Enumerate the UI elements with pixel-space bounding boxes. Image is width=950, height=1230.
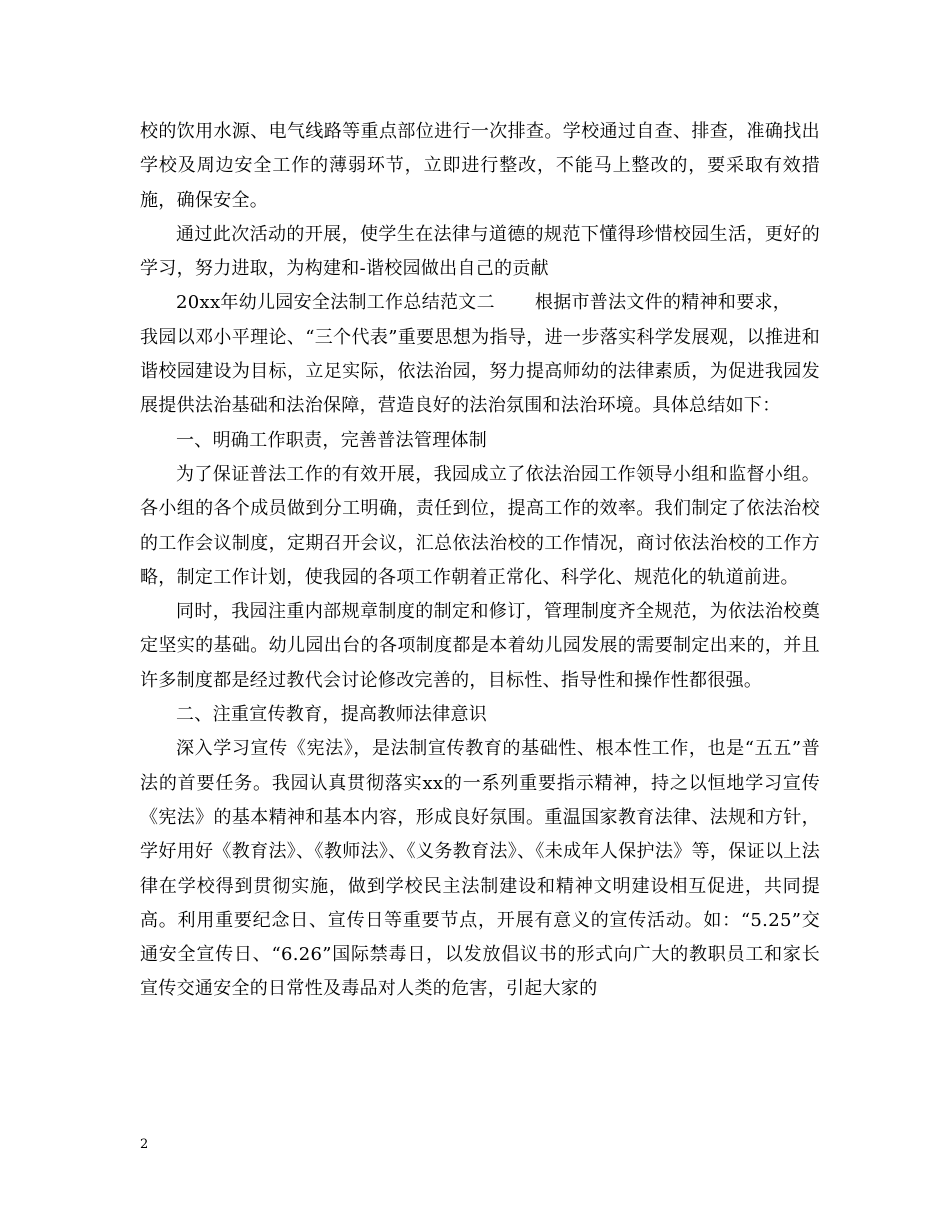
section-title: 20xx年幼儿园安全法制工作总结范文二: [176, 292, 495, 314]
page-number: 2: [140, 1137, 149, 1152]
paragraph-title-line: [140, 286, 820, 320]
paragraph-leadership-group: 为了保证普法工作的有效开展，我园成立了依法治园工作领导小组和监督小组。各小组的各个成员做到分工明确，责任到位，提高工作的效率。我们制定了依法治校的工作会议制度，定期召开会议，汇总依法治校的工作情况，商讨依法治校的工作方略，制定工作计划，使我园的各项工作朝着正常化、科学化、规范化的轨道前进。: [140, 463, 820, 588]
paragraph-regulations: 同时，我园注重内部规章制度的制定和修订，管理制度齐全规范，为依法治校奠定坚实的基础。幼儿园出台的各项制度都是本着幼儿园发展的需要制定出来的，并且许多制度都是经过教代会讨论修改完善的，目标性、指导性和操作性都很强。: [140, 601, 820, 691]
paragraph-activity-summary: 通过此次活动的开展，使学生在法律与道德的规范下懂得珍惜校园生活，更好的学习，努力进取，为构建和-谐校园做出自己的贡献: [140, 223, 820, 280]
document-body: [140, 115, 820, 1007]
section-lead: 根据市普法文件的精神和要求，: [534, 292, 792, 314]
paragraph-continuation: 校的饮用水源、电气线路等重点部位进行一次排查。学校通过自查、排查，准确找出学校及周边安全工作的薄弱环节，立即进行整改，不能马上整改的，要采取有效措施，确保安全。: [140, 121, 820, 211]
heading-section-two: 二、注重宣传教育，提高教师法律意识: [176, 704, 488, 726]
paragraph-guiding-principles: 我园以邓小平理论、“三个代表”重要思想为指导，进一步落实科学发展观，以推进和谐校园建设为目标，立足实际，依法治园，努力提高师幼的法律素质，为促进我园发展提供法治基础和法治保障，营造良好的法治氛围和法治环境。具体总结如下：: [140, 326, 820, 417]
heading-section-one: 一、明确工作职责，完善普法管理体制: [176, 429, 488, 451]
paragraph-constitution-study: 深入学习宣传《宪法》，是法制宣传教育的基础性、根本性工作，也是“五五”普法的首要任务。我园认真贯彻落实xx的一系列重要指示精神，持之以恒地学习宣传《宪法》的基本精神和基本内容，形成良好氛围。重温国家教育法律、法规和方针，学好用好《教育法》、《教师法》、《义务教育法》、《未成年人保护法》等，保证以上法律在学校得到贯彻实施，做到学校民主法制建设和精神文明建设相互促进，共同提高。利用重要纪念日、宣传日等重要节点，开展有意义的宣传活动。如：“5.25”交通安全宣传日、“6.26”国际禁毒日，以发放倡议书的形式向广大的教职员工和家长宣传交通安全的日常性及毒品对人类的危害，引起大家的: [140, 738, 820, 1000]
